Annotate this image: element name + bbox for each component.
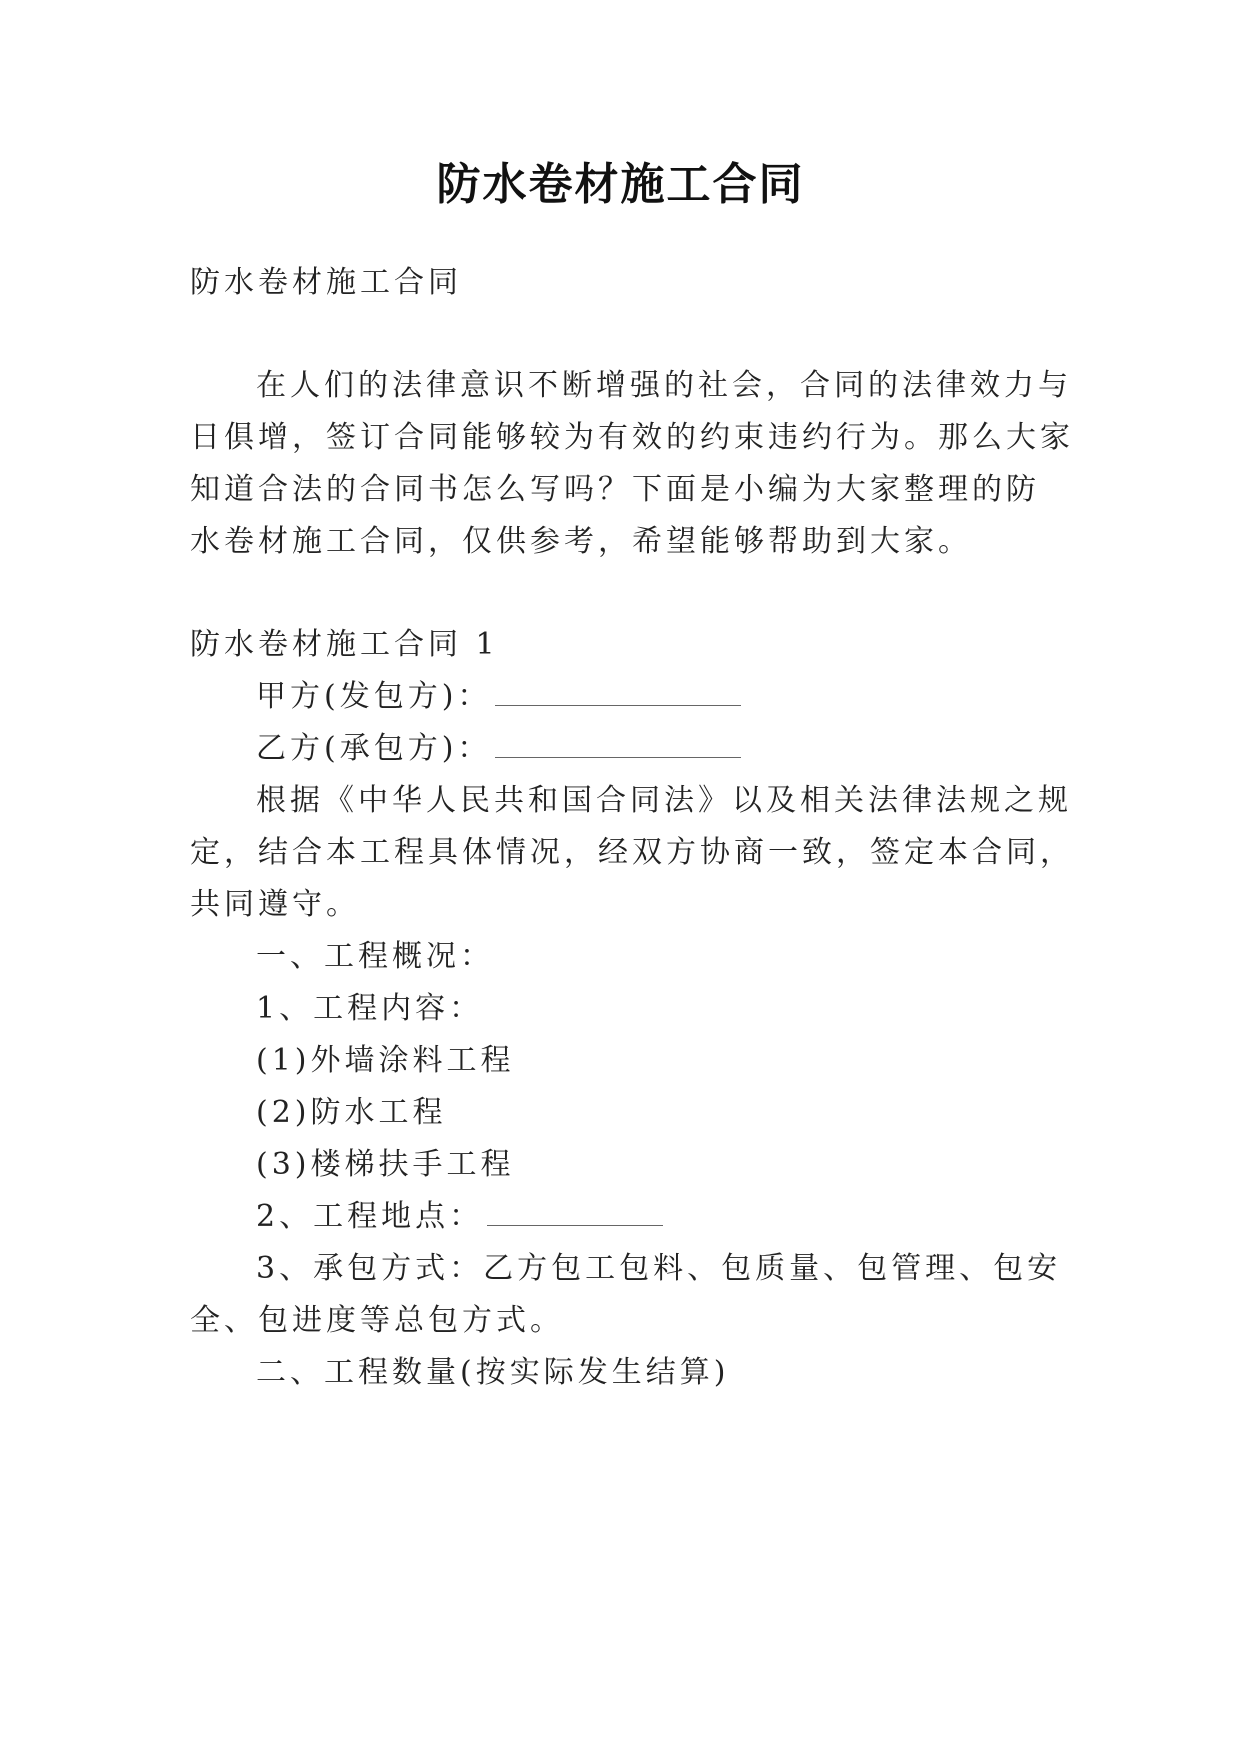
item-3-line-1: 3、承包方式：乙方包工包料、包质量、包管理、包安	[256, 1251, 1062, 1286]
item-1-3: (3)楼梯扶手工程	[256, 1147, 515, 1182]
basis-line-3: 共同遵守。	[190, 887, 360, 922]
party-b-blank	[495, 731, 741, 758]
party-a-blank	[495, 679, 741, 706]
intro-line-2: 日俱增，签订合同能够较为有效的约束违约行为。那么大家	[190, 420, 1074, 455]
item-2-row	[256, 1197, 1156, 1237]
intro-line-3: 知道合法的合同书怎么写吗？下面是小编为大家整理的防	[190, 472, 1040, 507]
contract-heading: 防水卷材施工合同 1	[190, 627, 499, 662]
party-a-label: 甲方(发包方)：	[256, 679, 492, 714]
document-title: 防水卷材施工合同	[436, 159, 805, 210]
party-a-row	[256, 677, 1156, 717]
item-2-label: 2、工程地点：	[256, 1199, 484, 1234]
basis-line-1: 根据《中华人民共和国合同法》以及相关法律法规之规	[256, 783, 1072, 818]
party-b-label: 乙方(承包方)：	[256, 731, 492, 766]
item-1-heading: 1、工程内容：	[256, 991, 484, 1026]
section-2-heading: 二、工程数量(按实际发生结算)	[256, 1355, 730, 1390]
section-1-heading: 一、工程概况：	[256, 939, 494, 974]
intro-line-1: 在人们的法律意识不断增强的社会，合同的法律效力与	[256, 368, 1072, 403]
item-3-line-2: 全、包进度等总包方式。	[190, 1303, 564, 1338]
item-1-2: (2)防水工程	[256, 1095, 447, 1130]
document-subtitle: 防水卷材施工合同	[190, 265, 462, 300]
party-b-row	[256, 729, 1156, 769]
project-location-blank	[487, 1199, 663, 1226]
item-1-1: (1)外墙涂料工程	[256, 1043, 515, 1078]
intro-line-4: 水卷材施工合同，仅供参考，希望能够帮助到大家。	[190, 524, 972, 559]
basis-line-2: 定，结合本工程具体情况，经双方协商一致，签定本合同，	[190, 835, 1074, 870]
